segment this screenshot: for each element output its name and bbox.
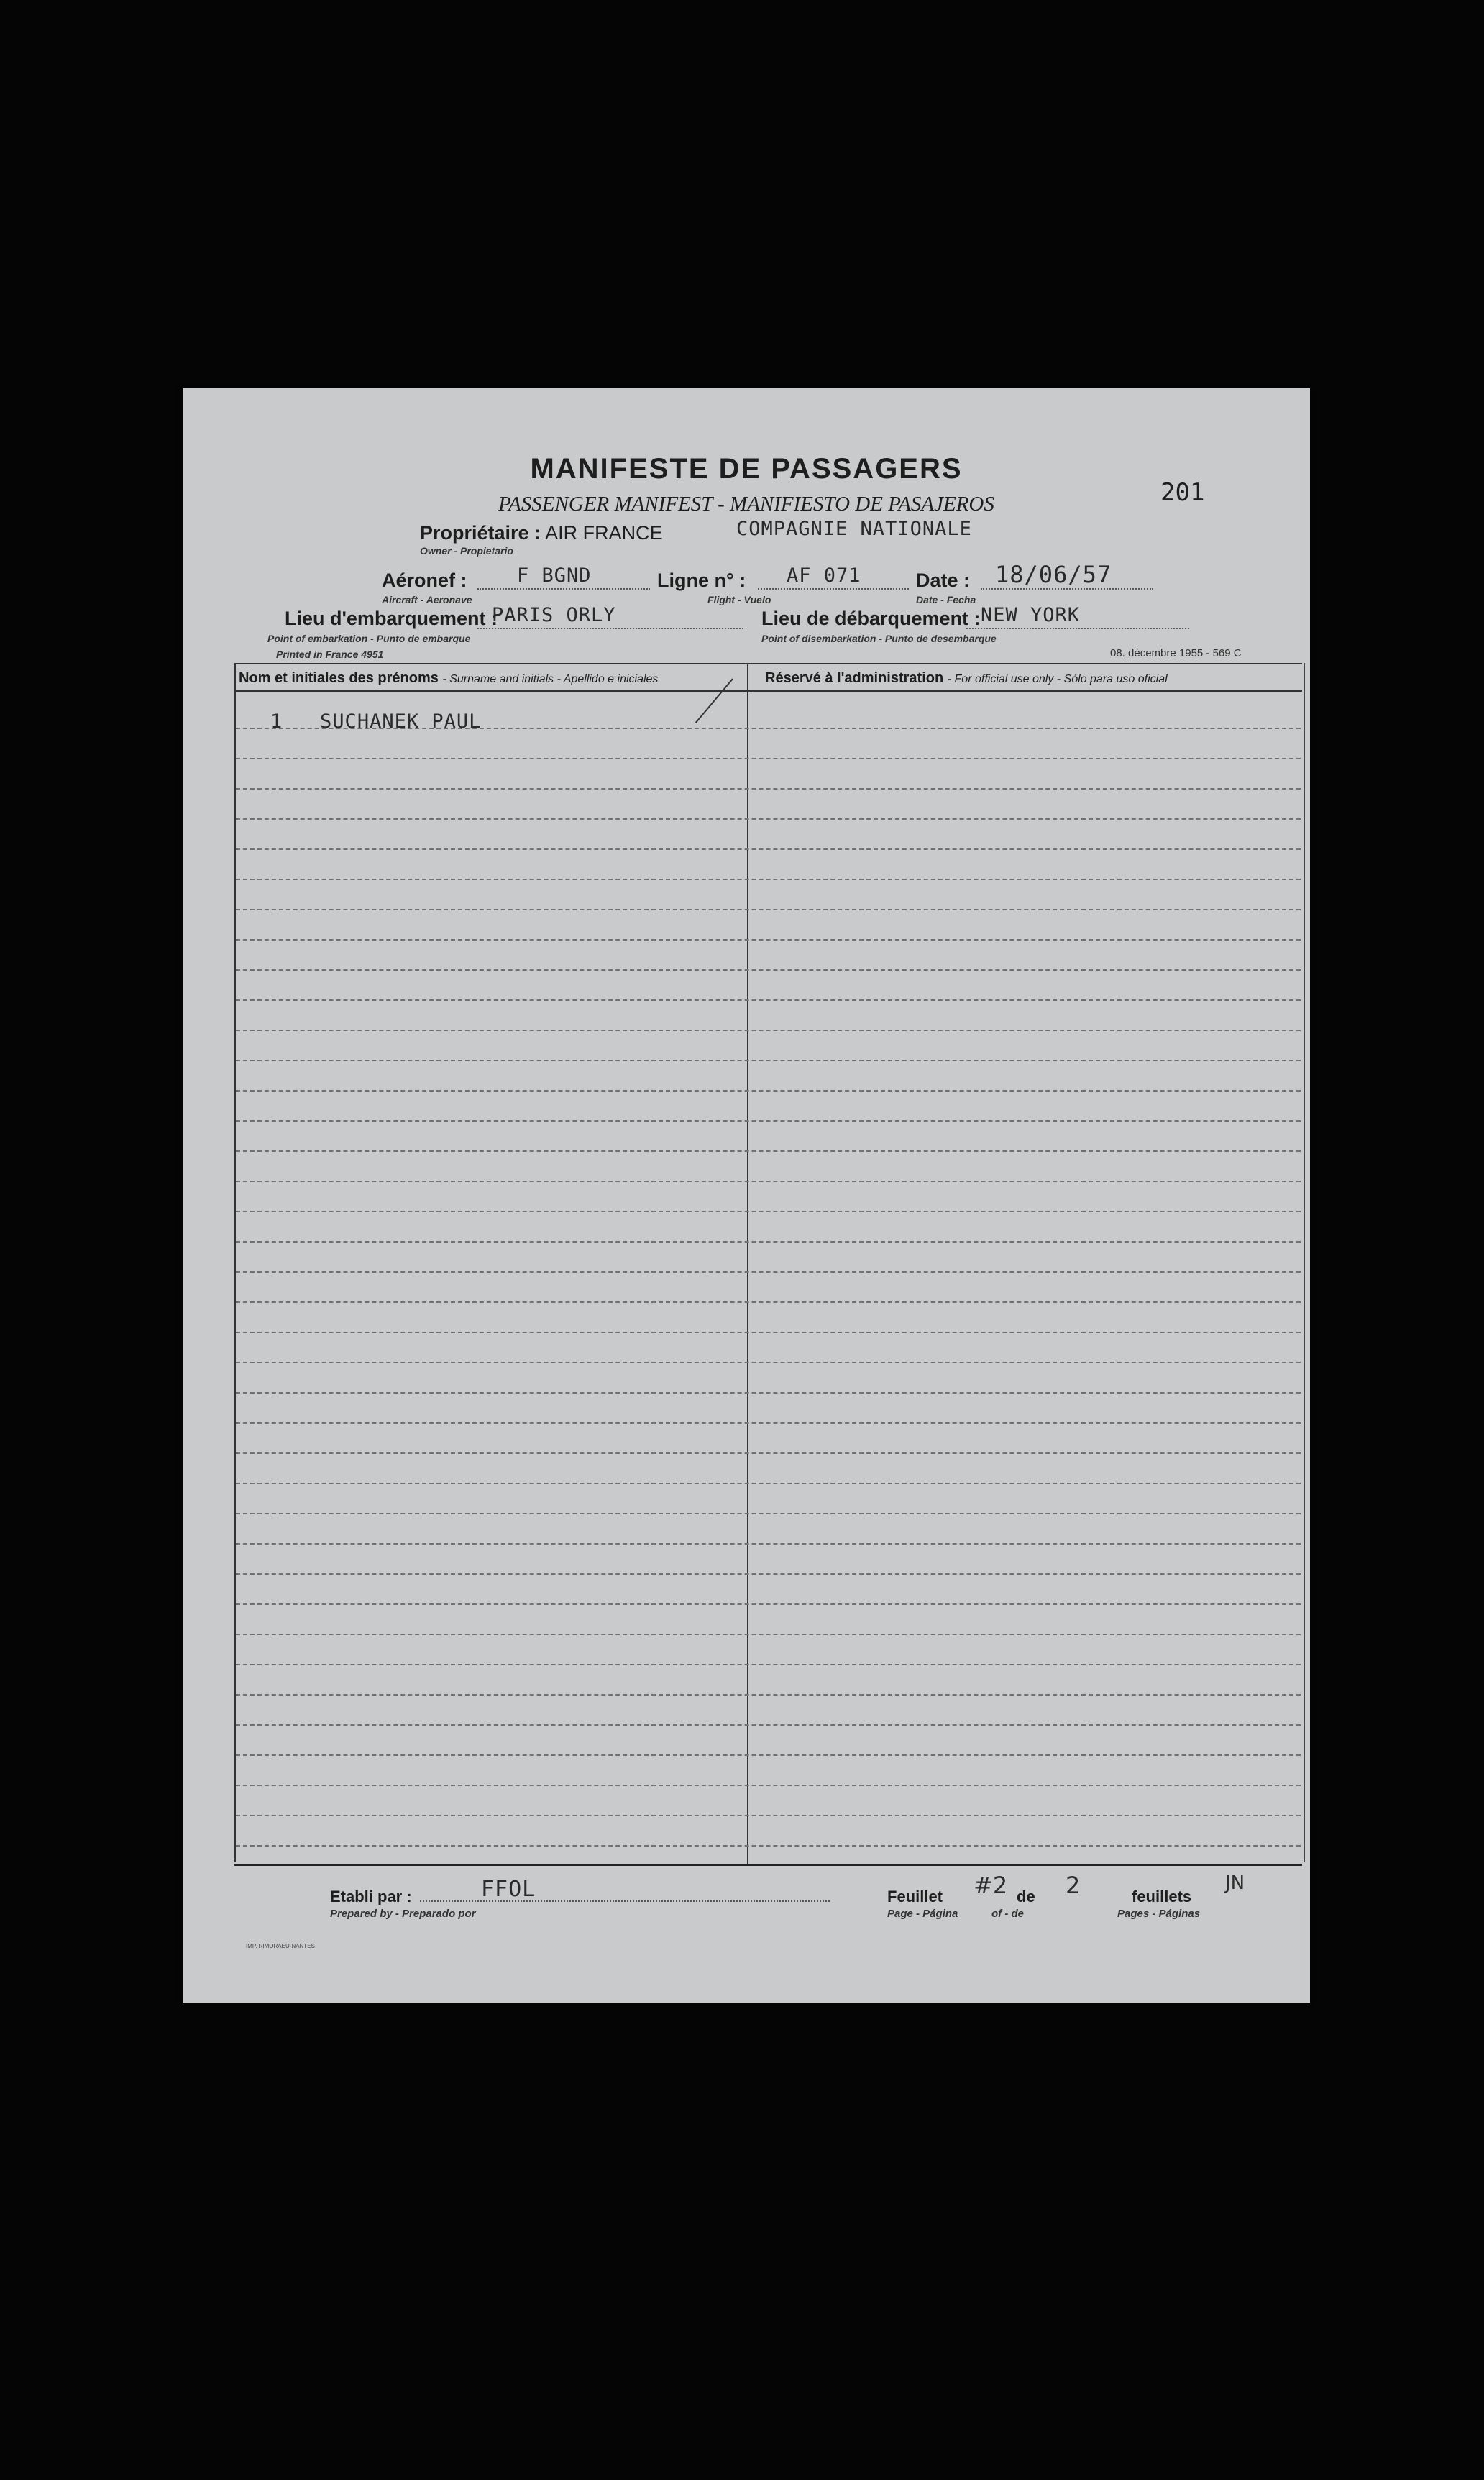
sheet-value: #2	[974, 1872, 1008, 1899]
sheet-sublabel: Page - Página	[887, 1908, 958, 1920]
row-line	[236, 909, 1301, 910]
disembarkation-value: NEW YORK	[981, 604, 1081, 626]
passenger-name: SUCHANEK PAUL	[320, 710, 482, 733]
sheet-of-sublabel: of - de	[991, 1908, 1024, 1920]
owner-row	[420, 522, 663, 544]
passenger-index: 1	[270, 710, 283, 733]
prepared-by-label: Etabli par :	[330, 1888, 412, 1905]
table-top-border	[234, 663, 1302, 664]
row-line	[236, 1332, 1301, 1333]
row-line	[236, 1301, 1301, 1303]
row-line	[236, 939, 1301, 941]
disembarkation-sublabel: Point of disembarkation - Punto de desembarque	[761, 633, 997, 644]
row-line	[236, 1120, 1301, 1122]
row-line	[236, 1090, 1301, 1092]
embarkation-underline	[477, 628, 743, 629]
row-line	[236, 1211, 1301, 1212]
embarkation-value: PARIS ORLY	[492, 604, 616, 626]
row-line	[236, 1181, 1301, 1182]
row-line	[236, 818, 1301, 820]
embarkation-label: Lieu d'embarquement :	[285, 608, 498, 629]
form-code: 08. décembre 1955 - 569 C	[1110, 647, 1242, 659]
row-line	[236, 1452, 1301, 1454]
sheet-of-label: de	[1017, 1888, 1035, 1905]
sheet-label: Feuillet	[887, 1888, 943, 1905]
row-line	[236, 1634, 1301, 1635]
printer-mark: IMP. RIMORAEU-NANTES	[246, 1943, 315, 1949]
owner-typed-value: COMPAGNIE NATIONALE	[736, 518, 972, 540]
row-line	[236, 758, 1301, 759]
row-line	[236, 728, 1301, 729]
passenger-table	[234, 663, 1305, 1862]
row-line	[236, 1362, 1301, 1363]
form-title: MANIFESTE DE PASSAGERS	[530, 453, 963, 485]
aircraft-underline	[477, 588, 650, 590]
left-column-header: Nom et initiales des prénoms - Surname and initials - Apellido e iniciales	[239, 670, 659, 686]
line-underline	[758, 588, 909, 590]
line-value: AF 071	[787, 564, 861, 587]
page-number: 201	[1160, 478, 1205, 507]
row-line	[236, 1483, 1301, 1484]
row-line	[236, 1815, 1301, 1816]
table-header-border	[234, 690, 1302, 692]
prepared-by-sublabel: Prepared by - Preparado por	[330, 1908, 476, 1920]
row-line	[236, 1150, 1301, 1152]
table-bottom-border	[234, 1864, 1302, 1866]
owner-sublabel: Owner - Propietario	[420, 545, 513, 557]
row-line	[236, 1030, 1301, 1031]
sheet-initials: JN	[1225, 1872, 1245, 1894]
row-line	[236, 1422, 1301, 1424]
row-line	[236, 1241, 1301, 1243]
row-line	[236, 999, 1301, 1001]
date-underline	[981, 588, 1153, 590]
owner-printed-value: AIR FRANCE	[545, 522, 663, 544]
row-line	[236, 1573, 1301, 1575]
row-line	[236, 1603, 1301, 1605]
row-line	[236, 788, 1301, 790]
embarkation-sublabel: Point of embarkation - Punto de embarque	[267, 633, 471, 644]
row-line	[236, 969, 1301, 971]
row-line	[236, 1694, 1301, 1696]
line-sublabel: Flight - Vuelo	[707, 594, 771, 605]
row-line	[236, 1060, 1301, 1061]
disembarkation-underline	[966, 628, 1189, 629]
aircraft-label: Aéronef :	[382, 569, 467, 591]
row-line	[236, 1754, 1301, 1756]
sheet-total: 2	[1066, 1872, 1081, 1899]
disembarkation-label: Lieu de débarquement :	[761, 608, 981, 629]
row-line	[236, 1392, 1301, 1394]
row-line	[236, 1785, 1301, 1786]
line-label: Ligne n° :	[657, 569, 746, 591]
prepared-by-value: FFOL	[481, 1877, 536, 1902]
row-line	[236, 848, 1301, 850]
row-line	[236, 1271, 1301, 1273]
row-line	[236, 1513, 1301, 1514]
row-line	[236, 1543, 1301, 1545]
date-label: Date :	[916, 569, 971, 591]
row-line	[236, 1724, 1301, 1726]
manifest-form	[183, 388, 1310, 2003]
column-divider	[747, 663, 748, 1864]
date-value: 18/06/57	[995, 561, 1112, 588]
passenger-row-1	[270, 710, 481, 733]
form-subtitle: PASSENGER MANIFEST - MANIFIESTO DE PASAJEROS	[498, 493, 994, 516]
row-line	[236, 1845, 1301, 1847]
row-line	[236, 879, 1301, 880]
owner-label: Propriétaire :	[420, 522, 541, 544]
right-column-header: Réservé à l'administration - For official use only - Sólo para uso oficial	[765, 670, 1168, 686]
aircraft-value: F BGND	[517, 564, 592, 587]
row-line	[236, 1664, 1301, 1665]
sheet-suffix-sublabel: Pages - Páginas	[1117, 1908, 1201, 1920]
printed-in: Printed in France 4951	[276, 649, 384, 660]
sheet-suffix: feuillets	[1132, 1888, 1192, 1905]
aircraft-sublabel: Aircraft - Aeronave	[382, 594, 472, 605]
date-sublabel: Date - Fecha	[916, 594, 976, 605]
